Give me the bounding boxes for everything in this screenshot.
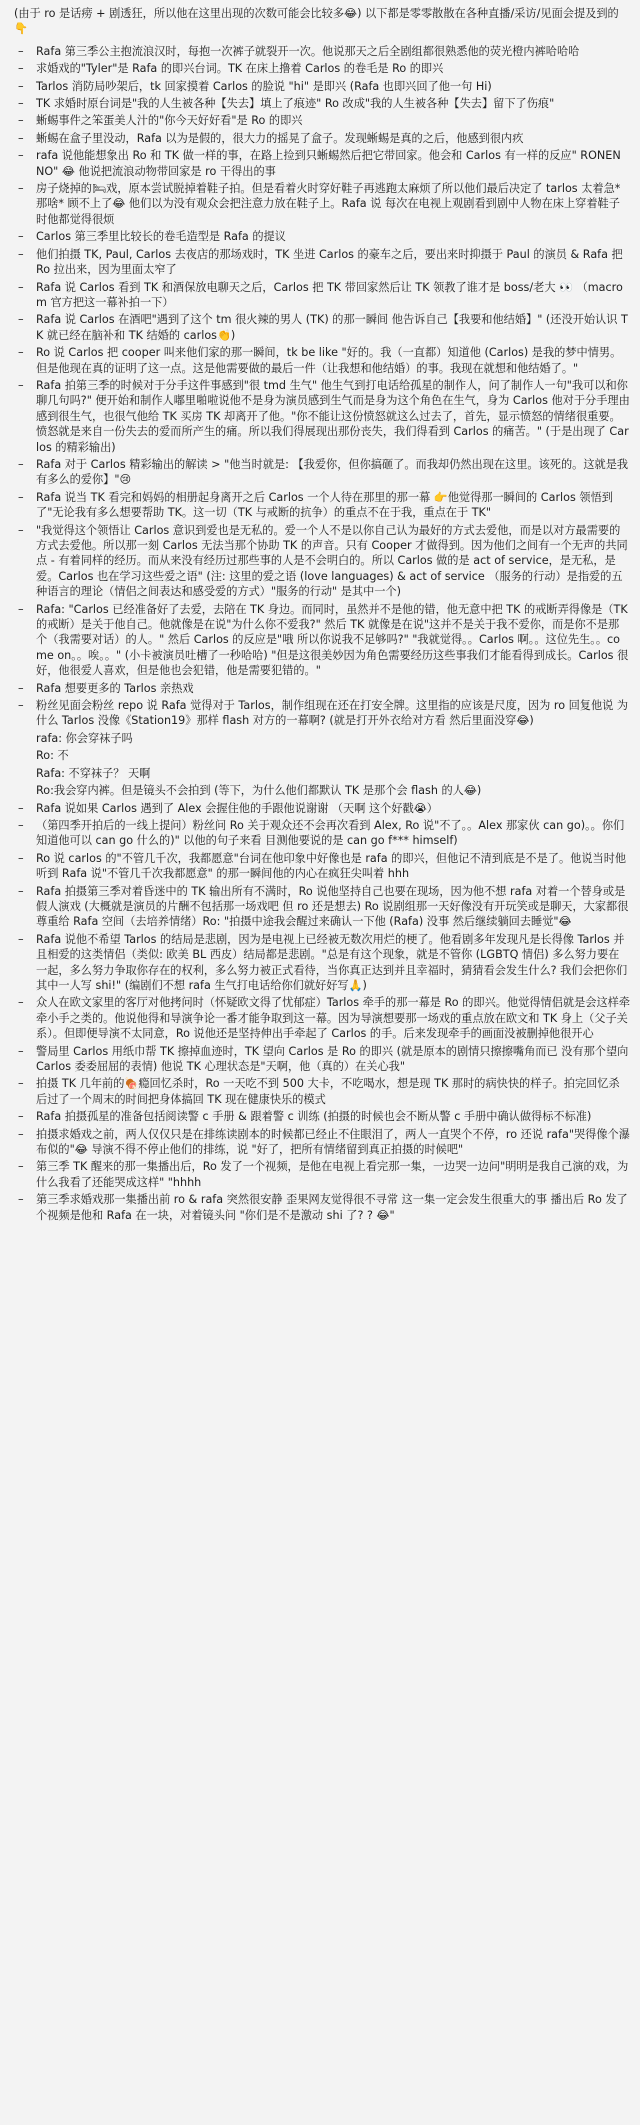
list-item [10,96,630,111]
list-item [10,884,630,930]
bullet-dash: – [18,699,24,713]
list-item-text: TK 求婚时原台词是"我的人生被各种【失去】填上了痕迹" Ro 改成"我的人生被各种【失去】留下了伤痕" [36,97,555,111]
bullet-dash: – [18,1077,24,1091]
list-item [10,1159,630,1190]
list-item-text: 众人在欧文家里的客厅对他拷问时（怀疑欧文得了忧郁症）Tarlos 牵手的那一幕是 Ro 的即兴。他觉得情侣就是会这样牵牵小手之类的。他说他得和导演争论一番才能争取到这一幕。因为导演想要那一场戏的重点放在欧文和 TK 身上（父子关系）。但即便导演不太同意，Ro 说他还是坚持伸出手牵起了 Carlos 的手。后来发现牵手的画面没被删掉他很开心 [36,996,631,1041]
list-item-text: Rafa 说 Carlos 在酒吧"遇到了这个 tm 很火辣的男人 (TK) 的那一瞬间 他告诉自己【我要和他结婚】" (还没开始认识 TK 就已经在脑补和 TK 结婚的 carlos👏) [36,313,628,342]
bullet-dash: – [18,247,24,261]
list-item [10,818,630,849]
list-item-text: rafa 说他能想象出 Ro 和 TK 做一样的事，在路上捡到只蜥蜴然后把它带回家。他会和 Carlos 有一样的反应" RONEN NO" 😂 他说把流浪动物带回家是 ro 干得出的事 [36,149,621,178]
list-item-text: "我觉得这个领悟让 Carlos 意识到爱也是无私的。爱一个人不是以你自己认为最好的方式去爱他，而是以对方最需要的方式去爱他。所以那一刻 Carlos 无法当那个协助 TK 的声音。只有 Cooper 才做得到。因为他们之间有一个无声的共同点 - 有着同样的经历。而从来没有经历过那些事的人是不会明白的。所以 Carlos 做的是 act of service，是无私，是爱。Carlos 也在学习这些爱之语" (注: 这里的爱之语 (love languages) & act of service （服务的行动）是指爱的五种语言的理论（情侣之间表达和感受爱的方式）"服务的行动" 是其中一个) [36,523,628,599]
bullet-dash: – [18,378,24,392]
list-item [10,681,630,696]
list-item-text: Rafa: "Carlos 已经准备好了去爱，去陪在 TK 身边。而同时，虽然并不是他的错，他无意中把 TK 的戒断弄得像是（TK 的戒断）是关于他自己。他就像是在说"为什么你不爱我?" 然后 TK 就像是在说"这并不是关于我不爱你，而是你不是那个（我需要对话）的人。" 然后 Carlos 的反应是"哦 所以你说我不足够吗?" "我就觉得。。Carlos 啊。。这位先生。。come on。。唉。。" (小卡被演员吐槽了一秒哈哈) "但是这很美妙因为角色需要经历这些事我们才能看得到成长。Carlos 很好，他很爱人喜欢，但是他也会犯错，他是需要犯错的。" [36,602,629,678]
bullet-dash: – [18,1044,24,1058]
bullet-dash: – [18,313,24,327]
bullet-dash: – [18,230,24,244]
list-item-text: 拍摄求婚戏之前，两人仅仅只是在排练读剧本的时候都已经止不住眼泪了，两人一直哭个不停，ro 还说 rafa"哭得像个瀑布似的"😂 导演不得不停止他们的排练，说 "好了，把所有情绪留到真正拍摄的时候吧" [36,1127,630,1157]
bullet-list-continued [10,801,630,1224]
list-item-text: 蜥蜴在盒子里没动，Rafa 以为是假的，很大力的摇晃了盒子。发现蜥蜴是真的之后，他感到很内疚 [36,131,524,145]
list-item-text: Rafa 说他不希望 Tarlos 的结局是悲剧，因为是电视上已经被无数次用烂的梗了。他看剧多年发现凡是长得像 Tarlos 并且相爱的这类情侣（类似: 欧美 BL 西皮）结局都是悲剧。"总是有这个现象，就是不管你 (LGBTQ 情侣) 多么努力要在一起，多么努力争取你存在的权利，多么努力被正式看待，当你真正达到并且幸福时，猜猜看会发生什么? 我们会把你们其中一人写 shi!" (编剧们不想 rafa 生气打电话给你们就好好写🙏) [36,932,628,992]
bullet-dash: – [18,182,24,196]
list-item [10,801,630,816]
bullet-dash: – [18,79,24,93]
bullet-dash: – [18,884,24,898]
list-item [10,523,630,600]
bullet-dash: – [18,851,24,865]
bullet-dash: – [18,280,24,294]
bullet-dash: – [18,131,24,145]
list-item [10,280,630,311]
bullet-dash: – [18,523,24,537]
bullet-dash: – [18,490,24,504]
list-item-text: Tarlos 消防局吵架后，tk 回家摸着 Carlos 的脸说 "hi" 是即兴 (Rafa 也即兴回了他一句 Hi) [36,79,492,93]
list-item-text: 拍摄 TK 几年前的🍖瘾回忆杀时，Ro 一天吃不到 500 大卡，不吃喝水，想是现 TK 那时的病快快的样子。拍完回忆杀后过了一个周末的时间把身体搞回 TK 现在健康快乐的模式 [36,1077,620,1106]
list-item-text: Ro 说 Carlos 把 cooper 叫来他们家的那一瞬间，tk be like "好的。我（一直都）知道他 (Carlos) 是我的梦中情男。但是他现在真的证明了这一点。这是他需要做的最后一件（让我想和他结婚）的事。我现在就想和他结婚了。" [36,346,622,375]
list-item [10,44,630,59]
bullet-dash: – [18,114,24,128]
list-item [10,1076,630,1107]
dialogue-block [10,731,630,799]
bullet-dash: – [18,801,24,815]
list-item [10,181,630,227]
bullet-dash: – [18,457,24,471]
list-item [10,1109,630,1124]
bullet-dash: – [18,818,24,832]
list-item-text: Rafa 拍摄第三季对着昏迷中的 TK 输出所有不满时，Ro 说他坚持自己也要在现场，因为他不想 rafa 对着一个替身或是假人演戏 (大概就是演员的片酬不包括那一场戏吧 但 ro 还是想去) Ro 说剧组那一天好像没有开玩笑或是聊天，大家都很尊重给 Rafa 空间（去培养情绪）Ro: "拍摄中途我会醒过来确认一下他 (Rafa) 没事 然后继续躺回去睡觉"😂 [36,884,629,929]
list-item-text: Ro 说 carlos 的"不管几千次，我都愿意"台词在他印象中好像也是 rafa 的即兴，但他记不清到底是不是了。他说当时他听到 Rafa 说"不管几千次我都愿意" 的那一瞬间他的内心在疯狂尖叫着 hhh [36,851,627,881]
list-item-text: 他们拍摄 TK, Paul, Carlos 去夜店的那场戏时，TK 坐进 Carlos 的豪车之后，要出来时抑摄于 Paul 的演员 & Rafa 把 Ro 拉出来，因为里面太窄了 [36,247,623,277]
list-item-text: 第三季求婚戏那一集播出前 ro & rafa 突然很安静 歪果网友觉得很不寻常 这一集一定会发生很重大的事 播出后 Ro 发了个视频是他和 Rafa 在一块，对着镜头问 "你们是不是激动 shi 了? ? 😂" [36,1193,628,1222]
list-item [10,378,630,455]
bullet-dash: – [18,681,24,695]
dialogue-line: Ro: 不 [36,749,69,763]
list-item [10,247,630,278]
list-item-text: 求婚戏的"Tyler"是 Rafa 的即兴台词。TK 在床上撸着 Carlos 的卷毛是 Ro 的即兴 [36,62,444,76]
list-item [10,995,630,1041]
list-item [10,312,630,343]
bullet-dash: – [18,1160,24,1174]
list-item [10,148,630,179]
list-item [10,851,630,882]
list-item-text: Rafa 拍第三季的时候对于分手这件事感到"很 tmd 生气" 他生气到打电话给孤星的制作人，问了制作人一句"我可以和你聊几句吗?" 便开始和制作人嘟里啪啦说他不是身为演员感到生气而是身为这个角色在生气，身为 Carlos 他对于分手理由感到很生气，也很气他给 TK 买房 TK 却离开了他。"你不能让这份愤怒就这么过去了，首先，显示愤怒的情绪很重要。愤怒就是来自一份失去的爱而所产生的痛。所以我们得展现出那份丧失，我们得看到 Carlos 的痛苦。" (于是出现了 Carlos 的精彩输出) [36,378,630,454]
list-item-text: 警局里 Carlos 用纸巾帮 TK 擦掉血迹时，TK 望向 Carlos 是 Ro 的即兴 (就是原本的剧情只擦擦嘴角而已 没有那个望向 Carlos 委委屈屈的表情) 他说 TK 心理状态是"天啊，他（真的）在关心我" [36,1044,629,1073]
bullet-dash: – [18,149,24,163]
list-item [10,113,630,128]
bullet-dash: – [18,996,24,1010]
list-item-text: 房子烧掉的🛏戏，原本尝试脱掉着鞋子拍。但是看着火时穿好鞋子再逃跑太麻烦了所以他们最后决定了 tarlos 太着急*那啥* 顾不上了😂 他们以为没有观众会把注意力放在鞋子上。Rafa 说 每次在电视上观剧看到剧中人物在床上穿着鞋子时他都觉得很烦 [36,182,621,226]
list-item-text: 第三季 TK 醒来的那一集播出后，Ro 发了一个视频，是他在电视上看完那一集，一边哭一边问"明明是我自己演的戏，为什么我看了还能哭成这样" "hhhh [36,1160,629,1189]
list-item-text: Rafa 说如果 Carlos 遇到了 Alex 会握住他的手跟他说谢谢 （天啊 这个好戳😭） [36,801,438,815]
bullet-dash: – [18,346,24,360]
list-item-text: （第四季开拍后的一线上提问）粉丝问 Ro 关于观众还不会再次看到 Alex, Ro 说"不了。。Alex 那家伙 can go)。。你们知道他可以 can go 什么的)" 以他的句子来看 目测他要说的是 can go f*** himself) [36,818,625,848]
list-item [10,1192,630,1223]
list-item [10,457,630,488]
bullet-dash: – [18,1127,24,1141]
list-item-text: Rafa 第三季公主抱流浪汉时，每抱一次裤子就裂开一次。他说那天之后全剧组都很熟悉他的荧光橙内裤哈哈哈 [36,44,580,58]
list-item [10,932,630,994]
bullet-dash: – [18,62,24,76]
list-item-text: Carlos 第三季里比较长的卷毛造型是 Rafa 的提议 [36,230,286,244]
bullet-dash: – [18,1110,24,1124]
list-item-text: Rafa 想要更多的 Tarlos 亲热戏 [36,681,194,695]
intro-text: (由于 ro 是话痨 + 剧透狂，所以他在这里出现的次数可能会比较多😂) 以下都是零零散散在各种直播/采访/见面会提及到的👇 [14,7,619,36]
list-item [10,131,630,146]
list-item [10,490,630,521]
bullet-dash: – [18,44,24,58]
list-item-text: 蜥蜴事件之笨蛋美人汁的"你今天好好看"是 Ro 的即兴 [36,114,303,128]
list-item [10,345,630,376]
bullet-dash: – [18,602,24,616]
list-item-text: 粉丝见面会粉丝 repo 说 Rafa 觉得对于 Tarlos，制作组现在还在打安全牌。这里指的应该是尺度，因为 ro 回复他说 为什么 Tarlos 没像《Station19》那样 flash 对方的一幕啊? (就是打开外衣给对方看 然后里面没穿😂) [36,699,629,728]
list-item [10,698,630,729]
bullet-dash: – [18,932,24,946]
list-item [10,229,630,244]
bullet-dash: – [18,97,24,111]
list-item [10,602,630,679]
list-item [10,79,630,94]
dialogue-line: Rafa: 不穿袜子？ 天啊 [36,766,151,780]
list-item [10,1127,630,1158]
bullet-list [10,44,630,729]
list-item [10,61,630,76]
list-item [10,1044,630,1075]
dialogue-line: Ro:我会穿内裤。但是镜头不会拍到 (等下，为什么他们都默认 TK 是那个会 flash 的人😂) [36,784,482,798]
list-item-text: Rafa 拍摄孤星的准备包括阅读警 c 手册 & 跟着警 c 训练 (拍摄的时候也会不断从警 c 手册中确认做得标不标准) [36,1110,592,1124]
list-item-text: Rafa 对于 Carlos 精彩输出的解读 > "他当时就是: 【我爱你，但你搞砸了。而我却仍然出现在这里。该死的。这就是我有多么的爱你】"😢 [36,457,629,487]
list-item-text: Rafa 说 Carlos 看到 TK 和酒保放电聊天之后，Carlos 把 TK 带回家然后让 TK 领教了谁才是 boss/老大 👀 （macrom 官方把这一幕补拍一下） [36,280,623,309]
list-item-text: Rafa 说当 TK 看完和妈妈的相册起身离开之后 Carlos 一个人待在那里的那一幕 👉他觉得那一瞬间的 Carlos 领悟到了"无论我有多么想要帮助 TK。这一切（TK 与戒断的抗争）的重点不在于我，重点在于 TK" [36,490,613,520]
bullet-dash: – [18,1193,24,1207]
dialogue-line: rafa: 你会穿袜子吗 [36,731,133,745]
